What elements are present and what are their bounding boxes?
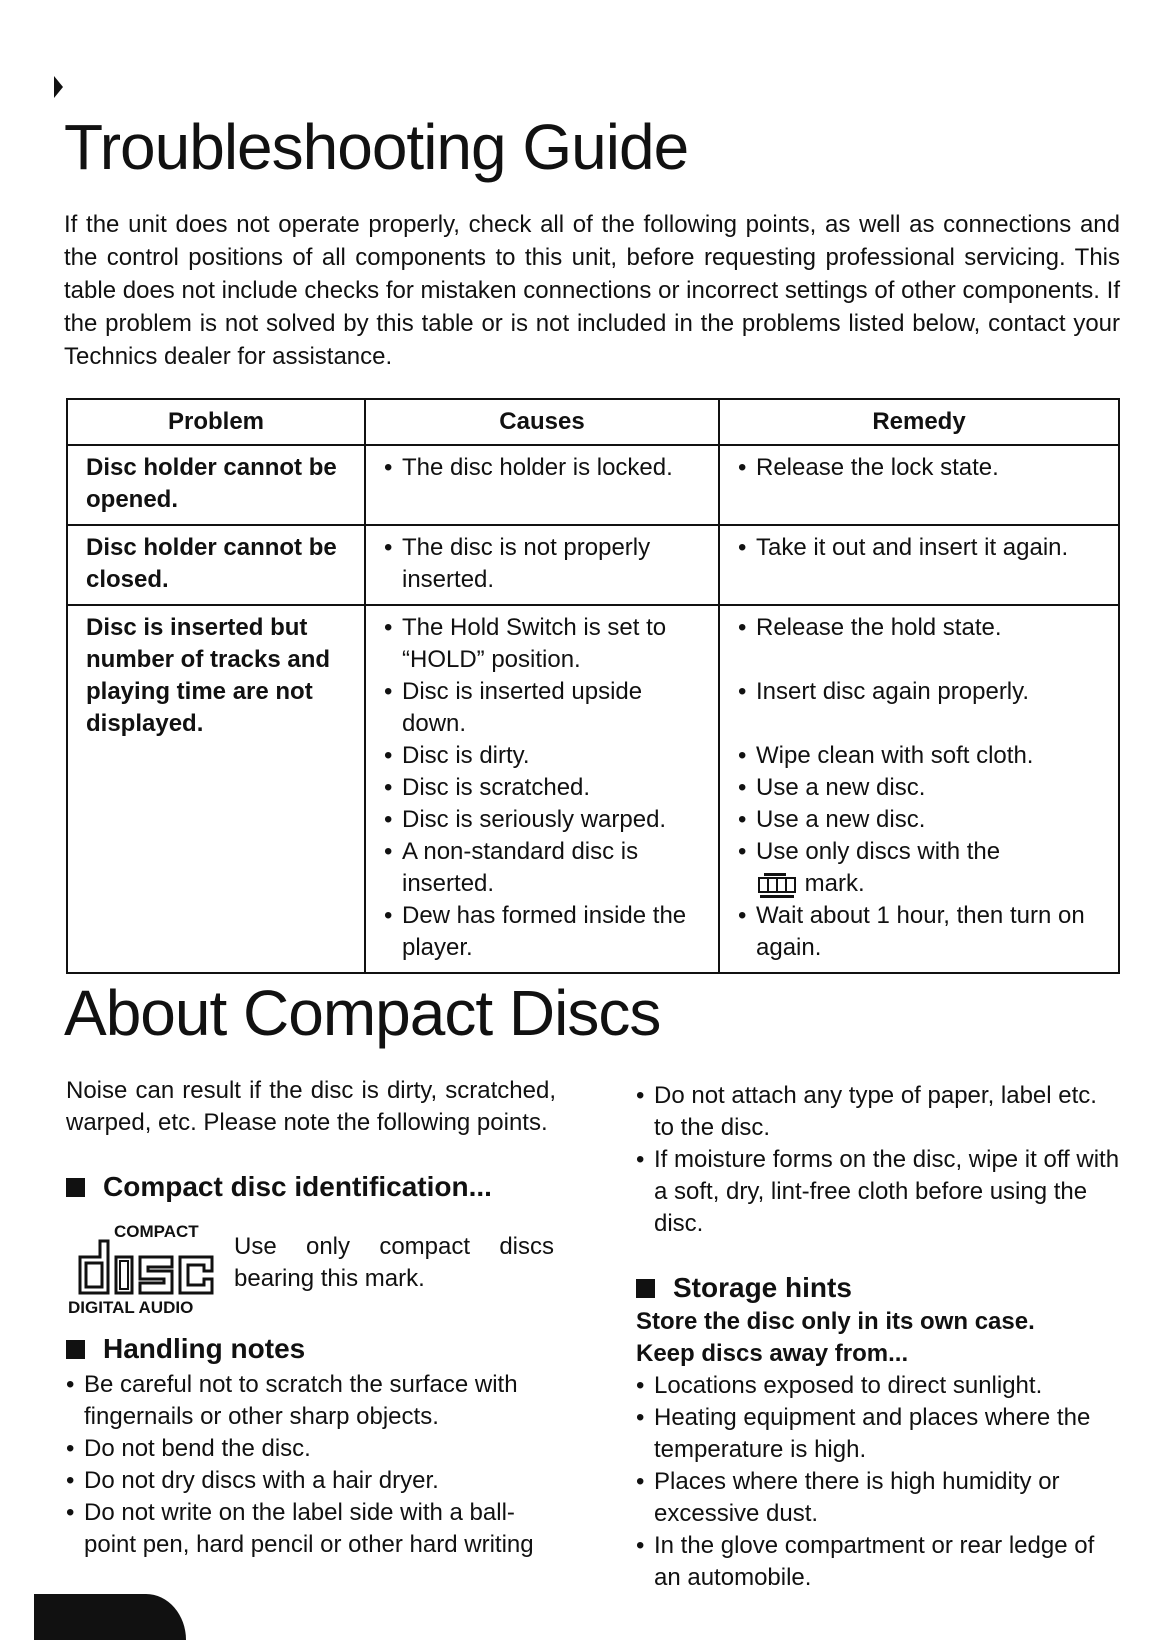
page-marker-icon — [54, 76, 63, 98]
square-bullet-icon — [66, 1340, 85, 1359]
scan-shadow — [34, 1594, 186, 1640]
cause-item: • Dew has formed inside the player. — [384, 900, 708, 964]
list-item: • Do not attach any type of paper, label etc. to the disc. — [636, 1080, 1120, 1144]
handling-heading — [66, 1331, 556, 1367]
identification-text: Use only compact discs bearing this mark. — [234, 1233, 554, 1292]
identification-heading — [66, 1169, 556, 1205]
storage-heading — [636, 1270, 1120, 1306]
causes-cell — [365, 445, 719, 525]
list-item: • Be careful not to scratch the surface with fingernails or other sharp objects. — [66, 1369, 556, 1433]
remedy-item: • Release the hold state. — [738, 612, 1108, 644]
remedy-text: mark. — [804, 870, 865, 897]
logo-bottom-text: DIGITAL AUDIO — [68, 1298, 194, 1317]
remedy-item: • Use a new disc. — [738, 772, 1108, 804]
handling-heading-text: Handling notes — [103, 1333, 306, 1364]
list-item: • Do not bend the disc. — [66, 1433, 556, 1465]
cause-item: • The Hold Switch is set to “HOLD” position. — [384, 612, 708, 676]
cause-item: • A non-standard disc is inserted. — [384, 836, 708, 900]
square-bullet-icon — [66, 1178, 85, 1197]
list-item: • Heating equipment and places where the temperature is high. — [636, 1402, 1120, 1466]
cause-item: • Disc is scratched. — [384, 772, 708, 804]
cause-item: • Disc is inserted upside down. — [384, 676, 708, 740]
header-remedy: Remedy — [719, 399, 1119, 445]
identification-block — [66, 1221, 556, 1317]
remedy-item — [738, 836, 1108, 900]
troubleshooting-intro: If the unit does not operate properly, check all of the following points, as well as connections and the control positions of all components to this unit, before requesting professional servicing. This table does not include checks for mistaken connections or incorrect settings of other components. If the problem is not solved by this table or is not included in the problems listed below, contact your Technics dealer for assistance. — [64, 211, 1120, 370]
table-row — [67, 445, 1119, 525]
remedy-cell — [719, 525, 1119, 605]
table-header-row — [67, 399, 1119, 445]
storage-line-1: Store the disc only in its own case. — [636, 1308, 1035, 1335]
list-item: • Do not dry discs with a hair dryer. — [66, 1465, 556, 1497]
remedy-item: • Release the lock state. — [738, 452, 1108, 484]
remedy-item: • Use a new disc. — [738, 804, 1108, 836]
list-item: • Locations exposed to direct sunlight. — [636, 1370, 1120, 1402]
troubleshooting-title: Troubleshooting Guide — [64, 111, 689, 183]
causes-cell — [365, 605, 719, 973]
logo-top-text: COMPACT — [114, 1222, 199, 1241]
list-item: • If moisture forms on the disc, wipe it off with a soft, dry, lint-free cloth before using the disc. — [636, 1144, 1120, 1240]
remedy-item: • Wait about 1 hour, then turn on again. — [738, 900, 1108, 964]
remedy-text: Use only discs with the — [756, 838, 1001, 865]
square-bullet-icon — [636, 1279, 655, 1298]
problem-cell: Disc holder cannot be opened. — [67, 445, 365, 525]
compact-discs-title: About Compact Discs — [64, 977, 661, 1049]
compact-disc-mini-logo-icon — [756, 870, 798, 900]
problem-cell: Disc holder cannot be closed. — [67, 525, 365, 605]
compact-disc-logo-icon — [66, 1221, 224, 1317]
list-item: • Do not write on the label side with a ball-point pen, hard pencil or other hard writing — [66, 1497, 556, 1561]
troubleshooting-table — [66, 398, 1120, 974]
problem-cell: Disc is inserted but number of tracks and playing time are not displayed. — [67, 605, 365, 973]
compact-discs-right-column — [636, 1080, 1120, 1594]
identification-heading-text: Compact disc identification... — [103, 1171, 492, 1202]
storage-list — [636, 1370, 1120, 1594]
remedy-item: • Wipe clean with soft cloth. — [738, 740, 1108, 772]
table-row — [67, 605, 1119, 973]
cause-item: • The disc holder is locked. — [384, 452, 708, 484]
storage-line-2: Keep discs away from... — [636, 1340, 909, 1367]
remedy-item: • Take it out and insert it again. — [738, 532, 1108, 564]
table-row — [67, 525, 1119, 605]
remedy-cell — [719, 445, 1119, 525]
list-item: • In the glove compartment or rear ledge of an automobile. — [636, 1530, 1120, 1594]
cause-item: • Disc is dirty. — [384, 740, 708, 772]
cause-item: • The disc is not properly inserted. — [384, 532, 708, 596]
cause-item: • Disc is seriously warped. — [384, 804, 708, 836]
disc-care-list — [636, 1080, 1120, 1240]
list-item: • Places where there is high humidity or excessive dust. — [636, 1466, 1120, 1530]
remedy-item: • Insert disc again properly. — [738, 676, 1108, 708]
header-causes: Causes — [365, 399, 719, 445]
causes-cell — [365, 525, 719, 605]
compact-discs-lead: Noise can result if the disc is dirty, scratched, warped, etc. Please note the following points. — [66, 1077, 556, 1136]
handling-list — [66, 1369, 556, 1561]
header-problem: Problem — [67, 399, 365, 445]
remedy-cell — [719, 605, 1119, 973]
storage-heading-text: Storage hints — [673, 1272, 852, 1303]
compact-discs-left-column — [66, 1075, 556, 1561]
